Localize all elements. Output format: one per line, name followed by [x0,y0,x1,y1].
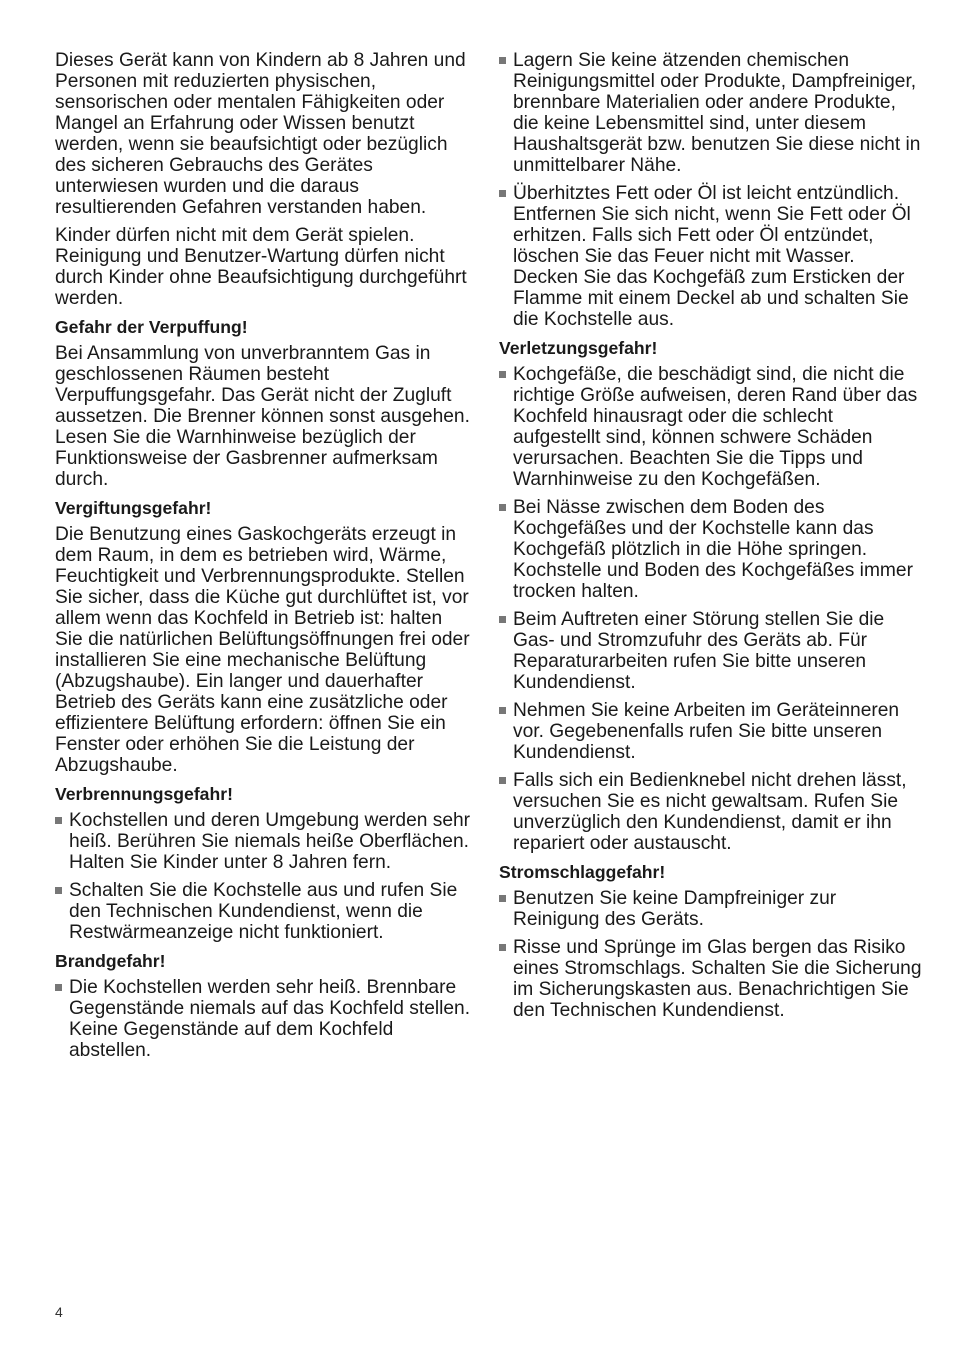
brand-continued-list [499,50,924,330]
list-item-text: Benutzen Sie keine Dampfreiniger zur Reinigung des Geräts. [513,888,837,930]
list-item-text: Bei Nässe zwischen dem Boden des Kochgefäßes und der Kochstelle kann das Kochgefäß plötzlich in die Höhe springen. Kochstelle und Boden des Kochgefäßes immer trocken halten. [513,497,913,602]
brand-list [55,977,475,1061]
section-heading-vergiftung: Vergiftungsgefahr! [55,498,212,518]
list-item [55,880,475,943]
list-item [499,609,924,693]
bullet-square-icon [499,504,506,511]
bullet-square-icon [499,895,506,902]
list-item-text: Kochgefäße, die beschädigt sind, die nicht die richtige Größe aufweisen, deren Rand über das Kochfeld hinausragt oder die schlecht aufgestellt sind, können schwere Schäden verursachen. Beachten Sie die Tipps und Warnhinweise zu den Kochgefäßen. [513,364,918,490]
list-item [499,937,924,1021]
bullet-square-icon [499,616,506,623]
section-heading-verpuffung: Gefahr der Verpuffung! [55,317,248,337]
list-item [499,770,924,854]
list-item-text: Beim Auftreten einer Störung stellen Sie die Gas- und Stromzufuhr des Geräts ab. Für Reparaturarbeiten rufen Sie bitte unseren Kundendienst. [513,609,885,693]
bullet-square-icon [499,944,506,951]
stromschlag-list [499,888,924,1021]
section-heading-brand: Brandgefahr! [55,951,166,971]
list-item-text: Schalten Sie die Kochstelle aus und rufen Sie den Technischen Kundendienst, wenn die Restwärmeanzeige nicht funktioniert. [69,880,458,943]
bullet-square-icon [499,190,506,197]
list-item [499,700,924,763]
bullet-square-icon [499,57,506,64]
verbrennung-list [55,810,475,943]
list-item [55,977,475,1061]
bullet-square-icon [55,984,62,991]
list-item [55,810,475,873]
vergiftung-text: Die Benutzung eines Gaskochgeräts erzeugt in dem Raum, in dem es betrieben wird, Wärme, Feuchtigkeit und Verbrennungsprodukte. Stellen Sie sicher, dass die Küche gut durchlüftet ist, vor allem wenn das Kochfeld in Betrieb ist: halten Sie die natürlichen Belüftungsöffnungen frei oder installieren Sie eine mechanische Belüftung (Abzugshaube). Ein langer und dauerhafter Betrieb des Geräts kann eine zusätzliche oder effizientere Belüftung erfordern: öffnen Sie ein Fenster oder erhöhen Sie die Leistung der Abzugshaube. [55,524,470,776]
bullet-square-icon [499,777,506,784]
verletzung-list [499,364,924,854]
page-number: 4 [55,1304,63,1320]
list-item [499,364,924,490]
intro-paragraph: Kinder dürfen nicht mit dem Gerät spielen. Reinigung und Benutzer-Wartung dürfen nicht durch Kinder ohne Beaufsichtigung durchgeführt werden. [55,225,467,309]
list-item-text: Nehmen Sie keine Arbeiten im Geräteinneren vor. Gegebenenfalls rufen Sie bitte unseren Kundendienst. [513,700,900,763]
intro-paragraph: Dieses Gerät kann von Kindern ab 8 Jahren und Personen mit reduzierten physischen, sensorischen oder mentalen Fähigkeiten oder Mangel an Erfahrung oder Wissen benutzt werden, wenn sie beaufsichtigt oder bezüglich des sicheren Gebrauchs des Gerätes unterwiesen wurden und die daraus resultierenden Gefahren verstanden haben. [55,50,466,218]
list-item-text: Risse und Sprünge im Glas bergen das Risiko eines Stromschlags. Schalten Sie die Sicherung im Sicherungskasten aus. Benachrichtigen Sie den Technischen Kundendienst. [513,937,922,1021]
section-heading-stromschlag: Stromschlaggefahr! [499,862,666,882]
right-column [499,50,924,1028]
list-item [499,497,924,602]
bullet-square-icon [499,371,506,378]
list-item [499,888,924,930]
bullet-square-icon [499,707,506,714]
list-item [499,50,924,176]
list-item-text: Kochstellen und deren Umgebung werden sehr heiß. Berühren Sie niemals heiße Oberflächen. Halten Sie Kinder unter 8 Jahren fern. [69,810,471,873]
list-item-text: Falls sich ein Bedienknebel nicht drehen lässt, versuchen Sie es nicht gewaltsam. Rufen Sie unverzüglich den Kundendienst, damit er ihn repariert oder austauscht. [513,770,907,854]
verpuffung-text: Bei Ansammlung von unverbranntem Gas in geschlossenen Räumen besteht Verpuffungsgefahr. Das Gerät nicht der Zugluft aussetzen. Die Brenner können sonst ausgehen. Lesen Sie die Warnhinweise bezüglich der Funktionsweise der Gasbrenner aufmerksam durch. [55,343,470,490]
section-heading-verletzung: Verletzungsgefahr! [499,338,658,358]
bullet-square-icon [55,887,62,894]
list-item-text: Die Kochstellen werden sehr heiß. Brennbare Gegenstände niemals auf das Kochfeld stellen. Keine Gegenstände auf dem Kochfeld abstellen. [69,977,471,1061]
bullet-square-icon [55,817,62,824]
list-item-text: Überhitztes Fett oder Öl ist leicht entzündlich. Entfernen Sie sich nicht, wenn Sie Fett oder Öl erhitzen. Falls sich Fett oder Öl entzündet, löschen Sie das Feuer nicht mit Wasser. Decken Sie das Kochgefäß zum Ersticken der Flamme mit einem Deckel ab und schalten Sie die Kochstelle aus. [513,183,911,330]
section-heading-verbrennung: Verbrennungsgefahr! [55,784,233,804]
list-item-text: Lagern Sie keine ätzenden chemischen Reinigungsmittel oder Produkte, Dampfreiniger, brennbare Materialien oder andere Produkte, die keine Lebensmittel sind, unter diesem Haushaltsgerät bzw. benutzen Sie diese nicht in unmittelbarer Nähe. [513,50,921,176]
list-item [499,183,924,330]
left-column [55,50,475,1068]
